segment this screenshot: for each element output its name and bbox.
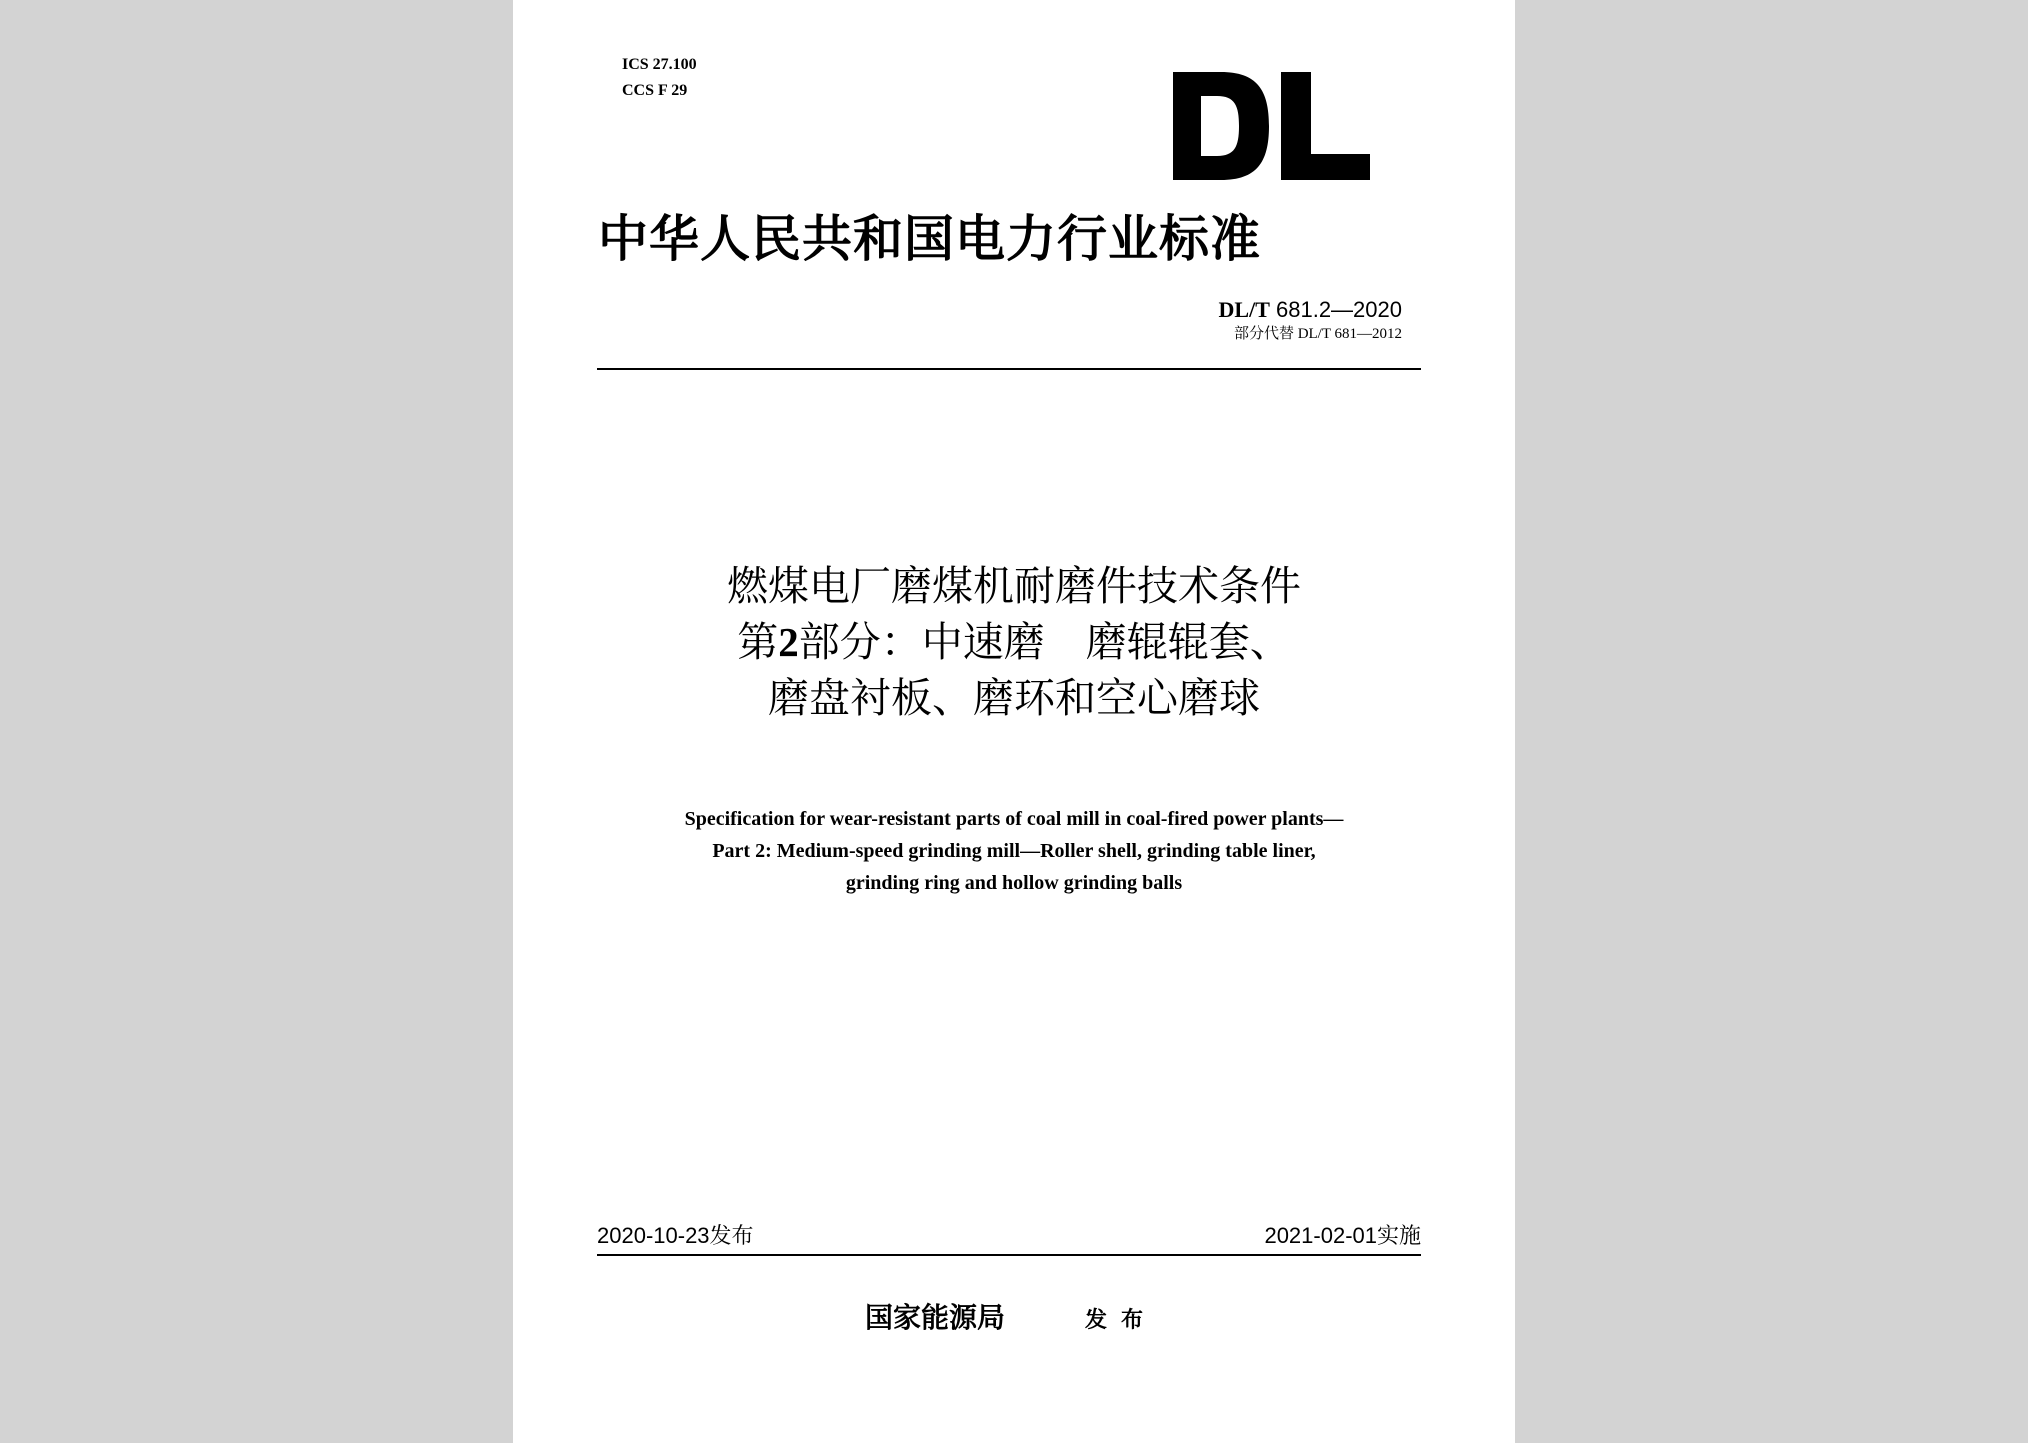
chinese-title-line-2-post: 部分：中速磨 磨辊辊套、 xyxy=(798,618,1291,666)
english-title-line-1: Specification for wear-resistant parts of coal mill in coal-fired power plants— xyxy=(684,808,1344,830)
organization-title: 中华人民共和国电力行业标准 xyxy=(598,209,1261,268)
implementation-date: 2021-02-01实施 xyxy=(1264,1223,1421,1248)
footer-divider xyxy=(597,1254,1421,1256)
chinese-title-line-2-pre: 第 xyxy=(737,618,779,666)
chinese-title-part-number: 2 xyxy=(778,619,799,665)
standard-number-value: 681.2—2020 xyxy=(1276,297,1402,322)
dl-logo-letter-l xyxy=(1281,72,1370,180)
english-title-line-2: Part 2: Medium-speed grinding mill—Roller shell, grinding table liner, xyxy=(712,840,1316,862)
publisher-name: 国家能源局 xyxy=(865,1301,1006,1334)
dl-logo xyxy=(1173,72,1370,180)
dl-logo-letter-d xyxy=(1173,72,1269,180)
replaces-standard: 部分代替 DL/T 681—2012 xyxy=(1233,326,1402,342)
english-title xyxy=(513,803,1515,899)
chinese-title xyxy=(513,558,1515,726)
standard-number xyxy=(1219,297,1402,323)
ics-code: ICS 27.100 xyxy=(622,56,697,73)
issue-date: 2020-10-23发布 xyxy=(597,1223,754,1248)
chinese-title-line-2 xyxy=(513,614,1515,670)
header-divider xyxy=(597,368,1421,370)
dl-logo-graphic xyxy=(1173,72,1370,180)
ccs-code: CCS F 29 xyxy=(622,82,688,99)
english-title-line-3: grinding ring and hollow grinding balls xyxy=(845,872,1183,894)
chinese-title-line-1: 燃煤电厂磨煤机耐磨件技术条件 xyxy=(727,562,1301,610)
document-page xyxy=(513,0,1515,1443)
standard-number-prefix: DL/T xyxy=(1218,297,1270,322)
chinese-title-line-3: 磨盘衬板、磨环和空心磨球 xyxy=(768,674,1260,722)
publish-label: 发布 xyxy=(1085,1307,1158,1333)
classification-codes xyxy=(622,52,697,104)
